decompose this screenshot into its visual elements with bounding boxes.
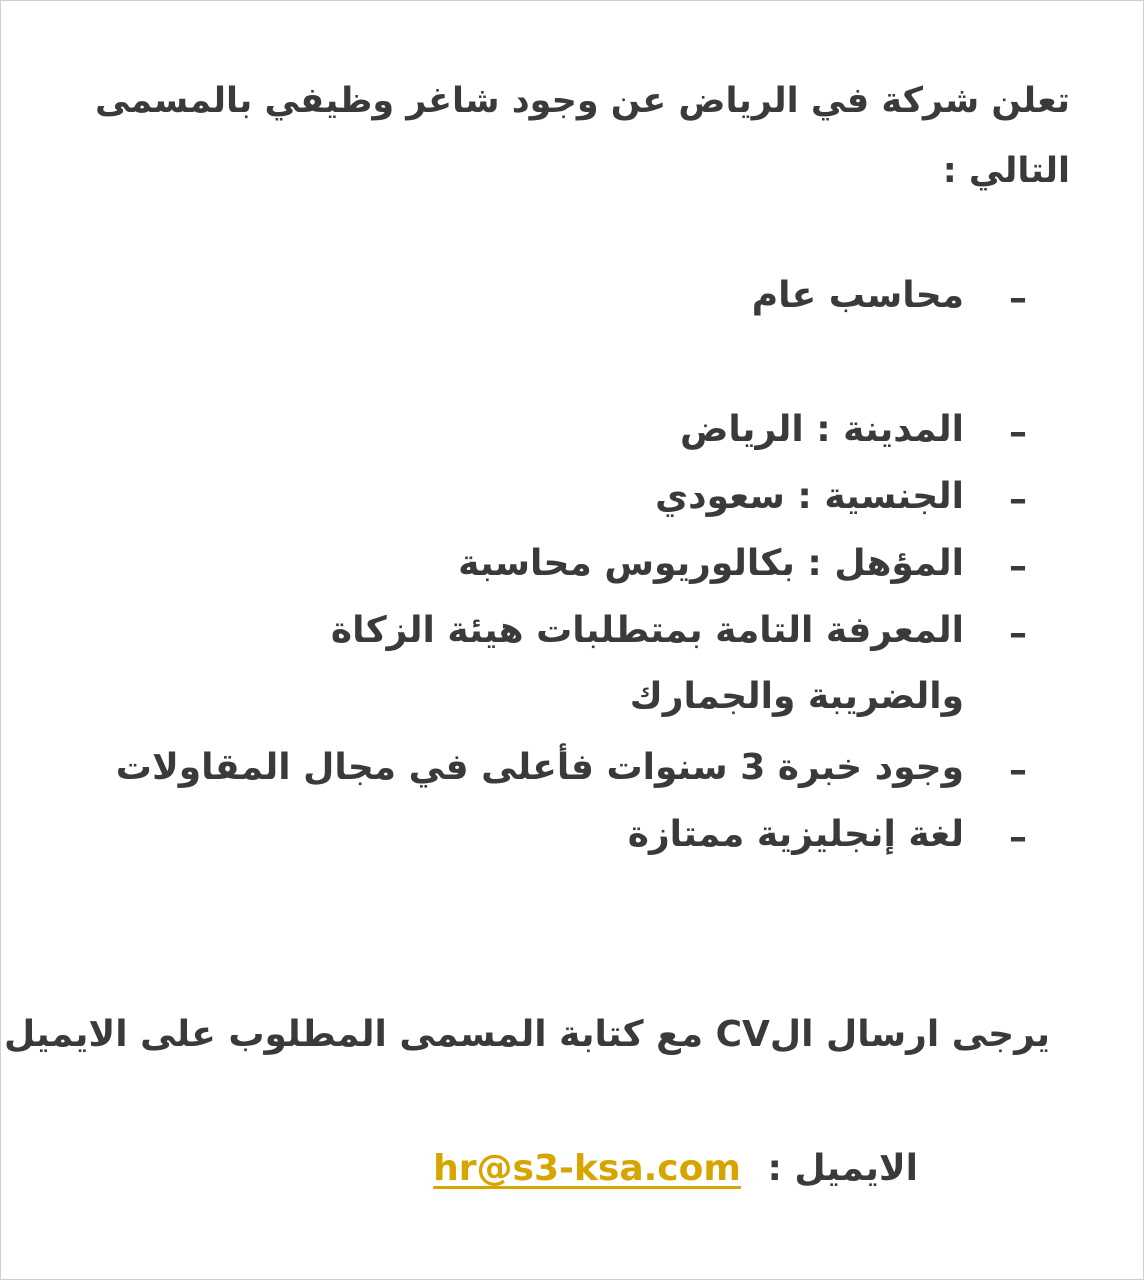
job-title-item: محاسب عام <box>751 275 964 316</box>
list-dash: – <box>1009 817 1027 858</box>
email-link[interactable]: hr@s3-ksa.com <box>433 1148 741 1189</box>
list-dash: – <box>1009 546 1027 587</box>
detail-city: المدينة : الرياض <box>679 409 964 450</box>
list-dash: – <box>1009 412 1027 453</box>
detail-nationality: الجنسية : سعودي <box>655 476 964 517</box>
send-instruction: يرجى ارسال الCV مع كتابة المسمى المطلوب على الايميل <box>3 1014 1050 1055</box>
email-label: الايميل : <box>767 1148 918 1189</box>
intro-text: تعلن شركة في الرياض عن وجود شاغر وظيفي بالمسمى التالي : <box>94 81 1070 191</box>
detail-language: لغة إنجليزية ممتازة <box>627 814 964 855</box>
list-dash: – <box>1009 278 1027 319</box>
list-dash: – <box>1009 613 1027 654</box>
detail-qualification: المؤهل : بكالوريوس محاسبة <box>458 543 964 584</box>
email-row <box>433 1148 918 1189</box>
detail-knowledge: المعرفة التامة بمتطلبات هيئة الزكاة والضريبة والجمارك <box>330 610 964 717</box>
list-dash: – <box>1009 479 1027 520</box>
list-dash: – <box>1009 750 1027 791</box>
detail-experience: وجود خبرة 3 سنوات فأعلى في مجال المقاولات <box>115 747 964 788</box>
